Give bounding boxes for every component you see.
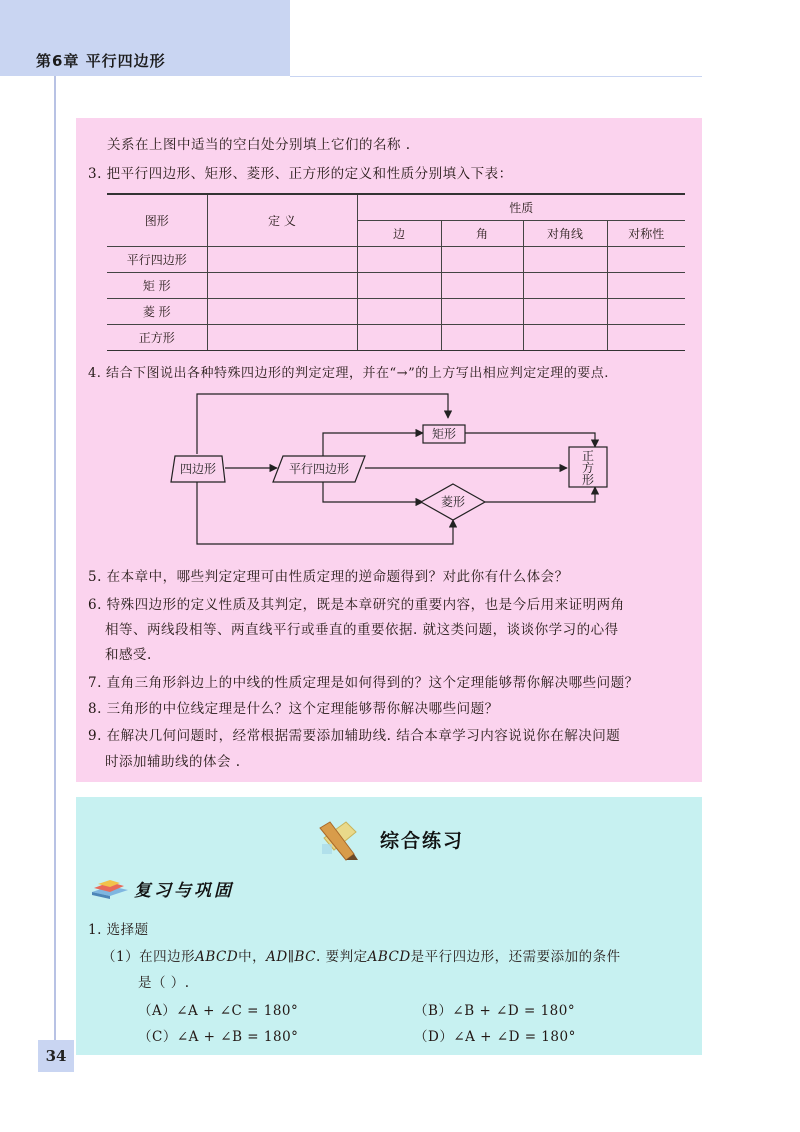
question-9-line-2: 时添加辅助线的体会 . [105, 754, 241, 770]
properties-table [107, 193, 685, 351]
question-4: 4. 结合下图说出各种特殊四边形的判定定理，并在“→”的上方写出相应判定定理的要点. [88, 366, 609, 381]
option-d: （D）∠A + ∠D = 180° [414, 1029, 576, 1045]
question-6-line-2: 相等、两线段相等、两直线平行或垂直的重要依据. 就这类问题，谈谈你学习的心得 [105, 622, 619, 638]
flow-arrow-rectangle-to-square [465, 433, 595, 447]
books-icon [90, 878, 130, 900]
table-row [107, 298, 685, 324]
flow-arrow-quad-to-rhombus [197, 482, 453, 544]
rectangle-label: 矩形 [431, 427, 457, 441]
table-header-definition: 定 义 [207, 194, 357, 246]
table-row [107, 324, 685, 350]
table-header-angle: 角 [441, 220, 523, 246]
question-6-line-3: 和感受. [105, 647, 152, 663]
table-row [107, 272, 685, 298]
question-8: 8. 三角形的中位线定理是什么？这个定理能够帮你解决哪些问题？ [88, 701, 499, 717]
flow-arrow-rhombus-to-square [485, 487, 595, 502]
review-subtitle: 复习与巩固 [134, 881, 234, 901]
exercise-1-label: 1. 选择题 [88, 922, 149, 938]
question-5: 5. 在本章中，哪些判定定理可由性质定理的逆命题得到？对此你有什么体会？ [88, 569, 569, 585]
table-header-symmetry: 对称性 [607, 220, 685, 246]
option-b: （B）∠B + ∠D = 180° [414, 1003, 576, 1019]
question-3: 3. 把平行四边形、矩形、菱形、正方形的定义和性质分别填入下表： [88, 166, 513, 182]
question-9-line-1: 9. 在解决几何问题时，经常根据需要添加辅助线. 结合本章学习内容说说你在解决问题 [88, 728, 621, 744]
exercise-1-1-line-1: （1）在四边形ABCD中，AD∥BC. 要判定ABCD是平行四边形，还需要添加的条件 [102, 949, 621, 965]
table-header-shape: 图形 [107, 194, 207, 246]
square-label-2: 方 [581, 461, 595, 475]
exercise-1-1-line-2: 是（ ）. [138, 975, 190, 991]
parallelogram-label: 平行四边形 [288, 462, 350, 476]
rhombus-label: 菱形 [440, 495, 466, 509]
flow-arrow-para-to-rhombus [323, 480, 423, 502]
table-row-label: 正方形 [107, 324, 207, 350]
table-header-properties: 性质 [357, 194, 685, 220]
quadrilateral-label: 四边形 [179, 462, 217, 476]
section-title: 综合练习 [380, 830, 465, 852]
square-label-3: 形 [581, 473, 595, 487]
question-7: 7. 直角三角形斜边上的中线的性质定理是如何得到的？这个定理能够帮你解决哪些问题？ [88, 675, 639, 691]
header-rule [290, 76, 702, 77]
margin-rule [54, 76, 56, 1041]
table-header-diagonal: 对角线 [523, 220, 607, 246]
flow-arrow-para-to-rectangle [323, 433, 423, 456]
page-number: 34 [38, 1040, 74, 1072]
table-row-label: 菱 形 [107, 298, 207, 324]
chapter-title: 第6章 平行四边形 [36, 52, 166, 70]
option-c: （C）∠A + ∠B = 180° [138, 1029, 299, 1045]
quadrilateral-flow-diagram [165, 388, 625, 548]
table-row [107, 246, 685, 272]
option-a: （A）∠A + ∠C = 180° [138, 1003, 299, 1019]
square-label-1: 正 [581, 449, 595, 463]
table-row-label: 平行四边形 [107, 246, 207, 272]
table-row-label: 矩 形 [107, 272, 207, 298]
review-intro-line: 关系在上图中适当的空白处分别填上它们的名称 . [107, 137, 411, 153]
pencil-ruler-icon [316, 818, 362, 862]
table-header-side: 边 [357, 220, 441, 246]
question-6-line-1: 6. 特殊四边形的定义性质及其判定，既是本章研究的重要内容，也是今后用来证明两角 [88, 597, 625, 613]
